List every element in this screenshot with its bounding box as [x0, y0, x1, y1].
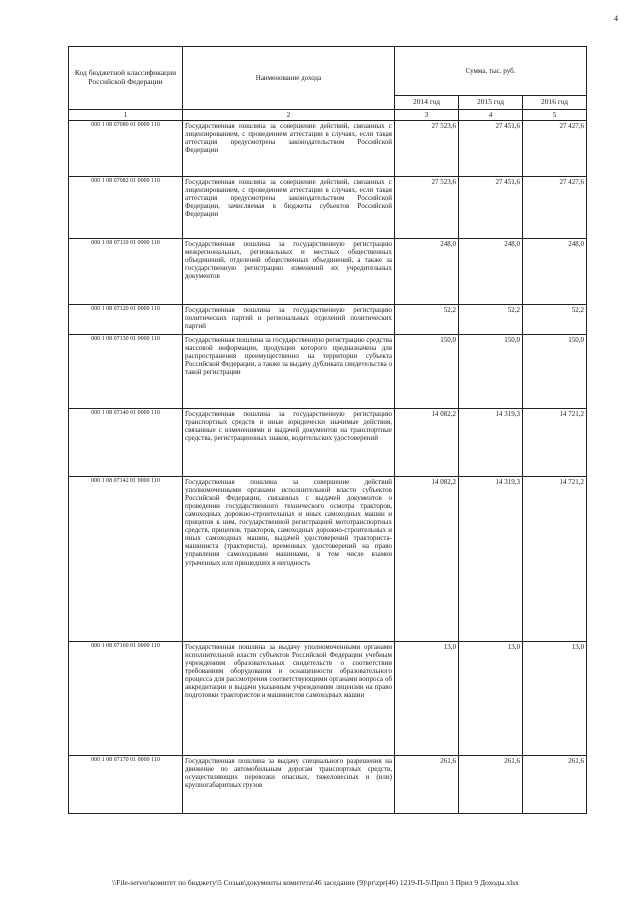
row-name: Государственная пошлина за государственную регистрацию средства массовой информации, продукция которого предназначена для распространения преимущественно на территории субъекта Российской Федерации, а также за выдачу дубликата свидетельства о такой регистрации — [183, 335, 395, 409]
row-code: 000 1 08 07142 01 0000 110 — [69, 477, 183, 642]
row-code: 000 1 08 07082 01 0000 110 — [69, 177, 183, 239]
row-2014: 14 082,2 — [395, 477, 459, 642]
row-2016: 13,0 — [523, 642, 587, 756]
row-code: 000 1 08 07120 01 0000 110 — [69, 305, 183, 335]
col-number: 1 — [69, 110, 183, 121]
row-2014: 52,2 — [395, 305, 459, 335]
row-name: Государственная пошлина за совершение действий, связанных с лицензированием, с проведением аттестации в случаях, если такая аттестация предусмотрена законодательством Российской Федерации — [183, 121, 395, 177]
table-row — [69, 177, 587, 239]
row-code: 000 1 08 07140 01 0000 110 — [69, 409, 183, 477]
row-2016: 150,0 — [523, 335, 587, 409]
row-2016: 27 427,6 — [523, 121, 587, 177]
row-code: 000 1 08 07130 01 0000 110 — [69, 335, 183, 409]
row-2014: 261,6 — [395, 756, 459, 814]
row-name: Государственная пошлина за выдачу специального разрешения на движение по автомобильным дорогам транспортных средств, осуществляющих перевозки опасных, тяжеловесных и (или) крупногабаритных грузов — [183, 756, 395, 814]
row-name: Государственная пошлина за государственную регистрацию транспортных средств и иные юридически значимые действия, связанные с изменениями и выдачей документов на транспортные средства, регистрационных знаков, водительских удостоверений — [183, 409, 395, 477]
row-name: Государственная пошлина за совершение действий, связанных с лицензированием, с проведением аттестации в случаях, если такая аттестация предусмотрена законодательством Российской Федерации, зачисляемая в бюджеты субъектов Российской Федерации — [183, 177, 395, 239]
row-2015: 248,0 — [459, 239, 523, 305]
row-2014: 150,0 — [395, 335, 459, 409]
row-name: Государственная пошлина за совершение действий уполномоченными органами исполнительной власти субъектов Российской Федерации, связанных с выдачей документов о проведении государственного технического осмотра тракторов, самоходных дорожно-строительных и иных самоходных машин и прицепов к ним, государственной регистрацией мототранспортных средств, прицепов, тракторов, самоходных дорожно-строительных и иных самоходных машин, выдачей удостоверений тракториста-машиниста (тракториста), временных удостоверений на право управления самоходными машинами, в том числе взамен утраченных или пришедших в негодность — [183, 477, 395, 642]
header-year-2014: 2014 год — [395, 96, 459, 110]
row-2015: 27 451,6 — [459, 121, 523, 177]
table-row — [69, 121, 587, 177]
row-2016: 14 721,2 — [523, 409, 587, 477]
col-number: 3 — [395, 110, 459, 121]
row-2015: 27 451,6 — [459, 177, 523, 239]
row-2014: 27 523,6 — [395, 121, 459, 177]
row-code: 000 1 08 07160 01 0000 110 — [69, 642, 183, 756]
revenue-table — [68, 46, 587, 814]
row-code: 000 1 08 07080 01 0000 110 — [69, 121, 183, 177]
row-name: Государственная пошлина за государственную регистрацию межрегиональных, региональных и местных общественных объединений, отделений общественных объединений, а также за государственную регистрацию изменений их учредительных документов — [183, 239, 395, 305]
header-year-2015: 2015 год — [459, 96, 523, 110]
header-year-2016: 2016 год — [523, 96, 587, 110]
table-row — [69, 642, 587, 756]
table-row — [69, 305, 587, 335]
row-2014: 248,0 — [395, 239, 459, 305]
row-2016: 14 721,2 — [523, 477, 587, 642]
table-row — [69, 409, 587, 477]
row-2016: 261,6 — [523, 756, 587, 814]
row-2016: 248,0 — [523, 239, 587, 305]
table-row — [69, 335, 587, 409]
table-row — [69, 239, 587, 305]
row-2015: 52,2 — [459, 305, 523, 335]
row-2014: 27 523,6 — [395, 177, 459, 239]
file-path-footer: \\File-server\комитет по бюджету\5 Созыв\документы комитета\46 заседание (9)\pr\zpr(46) 1219-П-5\Прил 3 Прил 9 Доходы.xlsx — [112, 878, 519, 887]
col-number: 5 — [523, 110, 587, 121]
row-2014: 14 082,2 — [395, 409, 459, 477]
row-2015: 261,6 — [459, 756, 523, 814]
col-number: 4 — [459, 110, 523, 121]
row-2015: 14 319,3 — [459, 477, 523, 642]
row-name: Государственная пошлина за выдачу уполномоченными органами исполнительной власти субъектов Российской Федерации учебным учреждениям образовательных свидетельств о соответствии требованиям оборудования и оснащенности образовательного процесса для рассмотрения соответствующими органами вопроса об аккредитации и выдачи указанным учреждениям лицензии на право подготовки трактористов и машинистов самоходных машин — [183, 642, 395, 756]
row-2016: 27 427,6 — [523, 177, 587, 239]
table-row — [69, 477, 587, 642]
header-code: Код бюджетной классификации Российской Федерации — [69, 47, 183, 110]
row-code: 000 1 08 07170 01 0000 110 — [69, 756, 183, 814]
row-2015: 150,0 — [459, 335, 523, 409]
row-2014: 13,0 — [395, 642, 459, 756]
table-row — [69, 756, 587, 814]
row-2015: 13,0 — [459, 642, 523, 756]
col-number: 2 — [183, 110, 395, 121]
row-2016: 52,2 — [523, 305, 587, 335]
row-code: 000 1 08 07110 01 0000 110 — [69, 239, 183, 305]
row-name: Государственная пошлина за государственную регистрацию политических партий и региональных отделений политических партий — [183, 305, 395, 335]
page-number: 4 — [614, 14, 618, 23]
header-name: Наименование дохода — [183, 47, 395, 110]
row-2015: 14 319,3 — [459, 409, 523, 477]
header-sum: Сумма, тыс. руб. — [395, 47, 587, 96]
